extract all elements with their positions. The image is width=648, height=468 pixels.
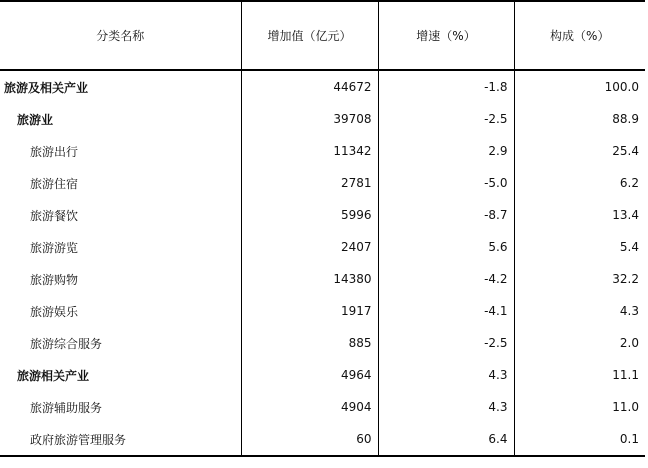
table-row	[0, 423, 645, 456]
row-value-added: 885	[241, 327, 378, 359]
row-growth-rate: 4.3	[378, 359, 514, 391]
header-composition: 构成（%）	[514, 1, 645, 70]
row-category-name: 旅游出行	[0, 135, 241, 167]
table-row	[0, 167, 645, 199]
table-row	[0, 391, 645, 423]
table-row	[0, 231, 645, 263]
row-value-added: 14380	[241, 263, 378, 295]
row-category-name: 旅游相关产业	[0, 359, 241, 391]
row-category-name: 旅游业	[0, 103, 241, 135]
row-category-name: 旅游辅助服务	[0, 391, 241, 423]
table-row	[0, 263, 645, 295]
row-growth-rate: 4.3	[378, 391, 514, 423]
header-row	[0, 1, 645, 70]
row-composition: 5.4	[619, 240, 639, 254]
row-growth-rate: 6.4	[378, 423, 514, 456]
row-composition: 100.0	[604, 80, 639, 94]
row-composition: 13.4	[612, 208, 639, 222]
row-value-added: 4964	[241, 359, 378, 391]
row-value-added: 1917	[241, 295, 378, 327]
row-growth-rate: 5.6	[378, 231, 514, 263]
row-category-name: 旅游餐饮	[0, 199, 241, 231]
row-growth-rate: -4.2	[378, 263, 514, 295]
header-value-added: 增加值（亿元）	[241, 1, 378, 70]
row-composition: 32.2	[612, 272, 639, 286]
table-row	[0, 135, 645, 167]
row-growth-rate: -1.8	[378, 70, 514, 103]
row-composition: 2.0	[619, 336, 639, 350]
table-row	[0, 359, 645, 391]
header-category-name: 分类名称	[0, 1, 241, 70]
header-growth-rate: 增速（%）	[378, 1, 514, 70]
row-value-added: 5996	[241, 199, 378, 231]
row-growth-rate: -4.1	[378, 295, 514, 327]
row-composition: 25.4	[612, 144, 639, 158]
table-row	[0, 295, 645, 327]
row-value-added: 2407	[241, 231, 378, 263]
row-growth-rate: -2.5	[378, 327, 514, 359]
row-value-added: 2781	[241, 167, 378, 199]
row-composition: 11.0	[612, 400, 639, 414]
row-value-added: 4904	[241, 391, 378, 423]
row-growth-rate: -8.7	[378, 199, 514, 231]
row-category-name: 旅游及相关产业	[0, 70, 241, 103]
row-category-name: 政府旅游管理服务	[0, 423, 241, 456]
row-composition: 6.2	[619, 176, 639, 190]
row-category-name: 旅游购物	[0, 263, 241, 295]
row-category-name: 旅游住宿	[0, 167, 241, 199]
row-growth-rate: -2.5	[378, 103, 514, 135]
row-growth-rate: 2.9	[378, 135, 514, 167]
row-category-name: 旅游娱乐	[0, 295, 241, 327]
row-category-name: 旅游综合服务	[0, 327, 241, 359]
row-composition: 4.3	[619, 304, 639, 318]
row-composition: 0.1	[514, 423, 645, 456]
row-value-added: 60	[241, 423, 378, 456]
row-value-added: 44672	[241, 70, 378, 103]
row-value-added: 11342	[241, 135, 378, 167]
row-value-added: 39708	[241, 103, 378, 135]
table-row	[0, 70, 645, 103]
row-composition: 11.1	[612, 368, 639, 382]
table-row	[0, 327, 645, 359]
row-category-name: 旅游游览	[0, 231, 241, 263]
row-composition: 88.9	[612, 112, 639, 126]
row-growth-rate: -5.0	[378, 167, 514, 199]
table-row	[0, 199, 645, 231]
table-row	[0, 103, 645, 135]
